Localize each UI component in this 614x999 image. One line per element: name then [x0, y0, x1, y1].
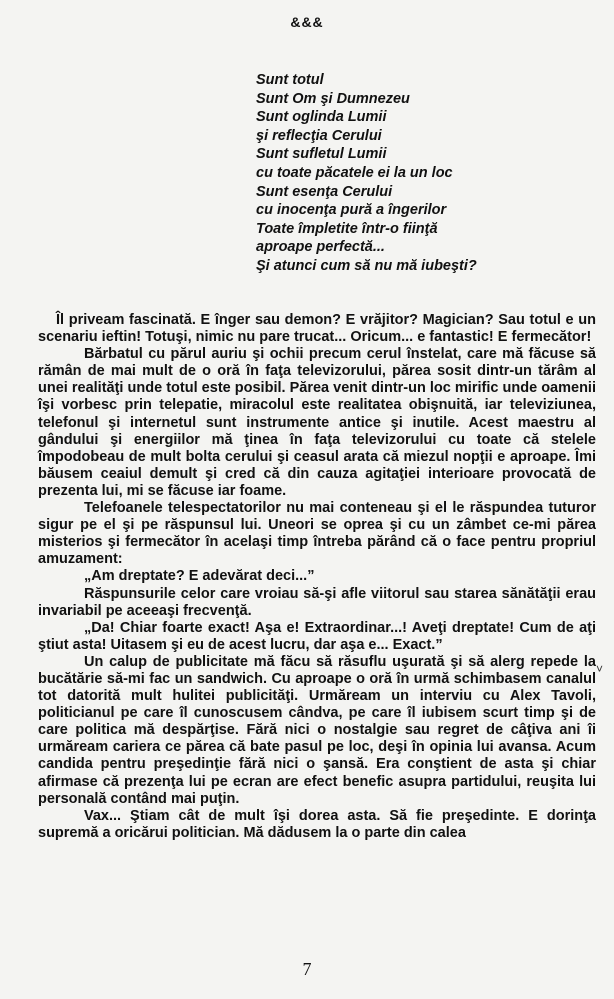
page-number: 7 [302, 959, 312, 979]
poem-line: Sunt sufletul Lumii [256, 146, 387, 163]
paragraph: Telefoanele telespectatorilor nu mai conteneau şi el le răspundea tuturor sigur pe el şi pe răspunsul lui. Uneori se oprea şi cu un zâmbet ce-mi părea misterios şi fermecător în acelaşi timp întreba părând că o face pentru propriul amuzament: [38, 500, 596, 568]
poem-line: cu inocenţa pură a îngerilor [256, 202, 447, 219]
paragraph: „Da! Chiar foarte exact! Aşa e! Extraordinar...! Aveţi dreptate! Cum de aţi ştiut asta! Uitasem şi eu de acest lucru, dar aşa e... Exact.” [38, 619, 596, 653]
poem-line: cu toate păcatele ei la un loc [256, 164, 453, 181]
paragraph: Bărbatul cu părul auriu şi ochii precum cerul înstelat, care mă făcuse să rămân de mai mult de o oră în faţa televizorului, părea sosit dintr-un tărâm al unei realităţi unde totul este posibil. Părea venit dintr-un loc mirific unde oamenii îşi vorbesc prin telepatie, miracolul este realitatea obişnuită, iar televiziunea, telefonul şi internetul sunt instrumente antice şi inutile. Acest maestru al gândului şi energiilor mă ţinea în faţa televizorului cu toate că stelele împodobeau de mult bolta cerului şi ceasul arata că miezul nopţii e aproape. Îmi băusem ceaiul demult şi cred că din cauza agitaţiei interioare provocată de prezenta lui, mi se făcuse iar foame. [38, 346, 596, 499]
poem-line: Şi atunci cum să nu mă iubeşti? [256, 257, 477, 274]
poem [256, 71, 477, 276]
paragraph: Îl priveam fascinată. E înger sau demon? E vrăjitor? Magician? Sau totul e un scenariu ieftin! Totuşi, nimic nu pare trucat... Oricum... e fantastic! E fermecător! [38, 312, 596, 346]
paragraph: Un calup de publicitate mă făcu să răsuflu uşurată şi să alerg repede la bucătărie să-mi fac un sandwich. Cu aproape o oră în urmă schimbasem canalul tot datorită mult hulitei publicităţi. Urmăream un interviu cu Alex Tavoli, politicianul pe care îl cunoscusem cândva, pe care îl iubisem scurt timp şi de care politica mă despărţise. Fără nici o nostalgie sau regret de câţiva ani îi urmăream cariera ce părea că bate pasul pe loc, deşi în opinia lui avansa. Acum candida pentru preşedinţie fără nici o şansă. Era conştient de asta şi chiar afirmase că prezenţa lui pe ecran are efect benefic asupra partidului, reuşita lui personală contând mai puţin. [38, 653, 596, 807]
body-text [38, 312, 596, 842]
poem-line: Sunt totul [256, 72, 324, 88]
poem-line: Toate împletite într-o fiinţă [256, 220, 438, 237]
paragraph: Răspunsurile celor care vroiau să-şi afle viitorul sau starea sănătăţii erau invariabil pe aceeaşi frecvenţă. [38, 585, 596, 619]
poem-line: Sunt Om şi Dumnezeu [256, 90, 410, 107]
section-separator: &&& [290, 14, 324, 30]
paragraph: „Am dreptate? E adevărat deci...” [84, 568, 315, 585]
poem-line: Sunt esenţa Cerului [256, 183, 393, 200]
poem-line: aproape perfectă... [256, 239, 385, 256]
poem-line: Sunt oglinda Lumii [256, 109, 387, 126]
poem-line: şi reflecţia Cerului [256, 127, 382, 144]
margin-scribble-mark: ˅ [596, 662, 604, 676]
paragraph: Vax... Ştiam cât de mult îşi dorea asta. Să fie preşedinte. E dorinţa supremă a oricărui politician. Mă dădusem la o parte din calea [38, 807, 596, 841]
